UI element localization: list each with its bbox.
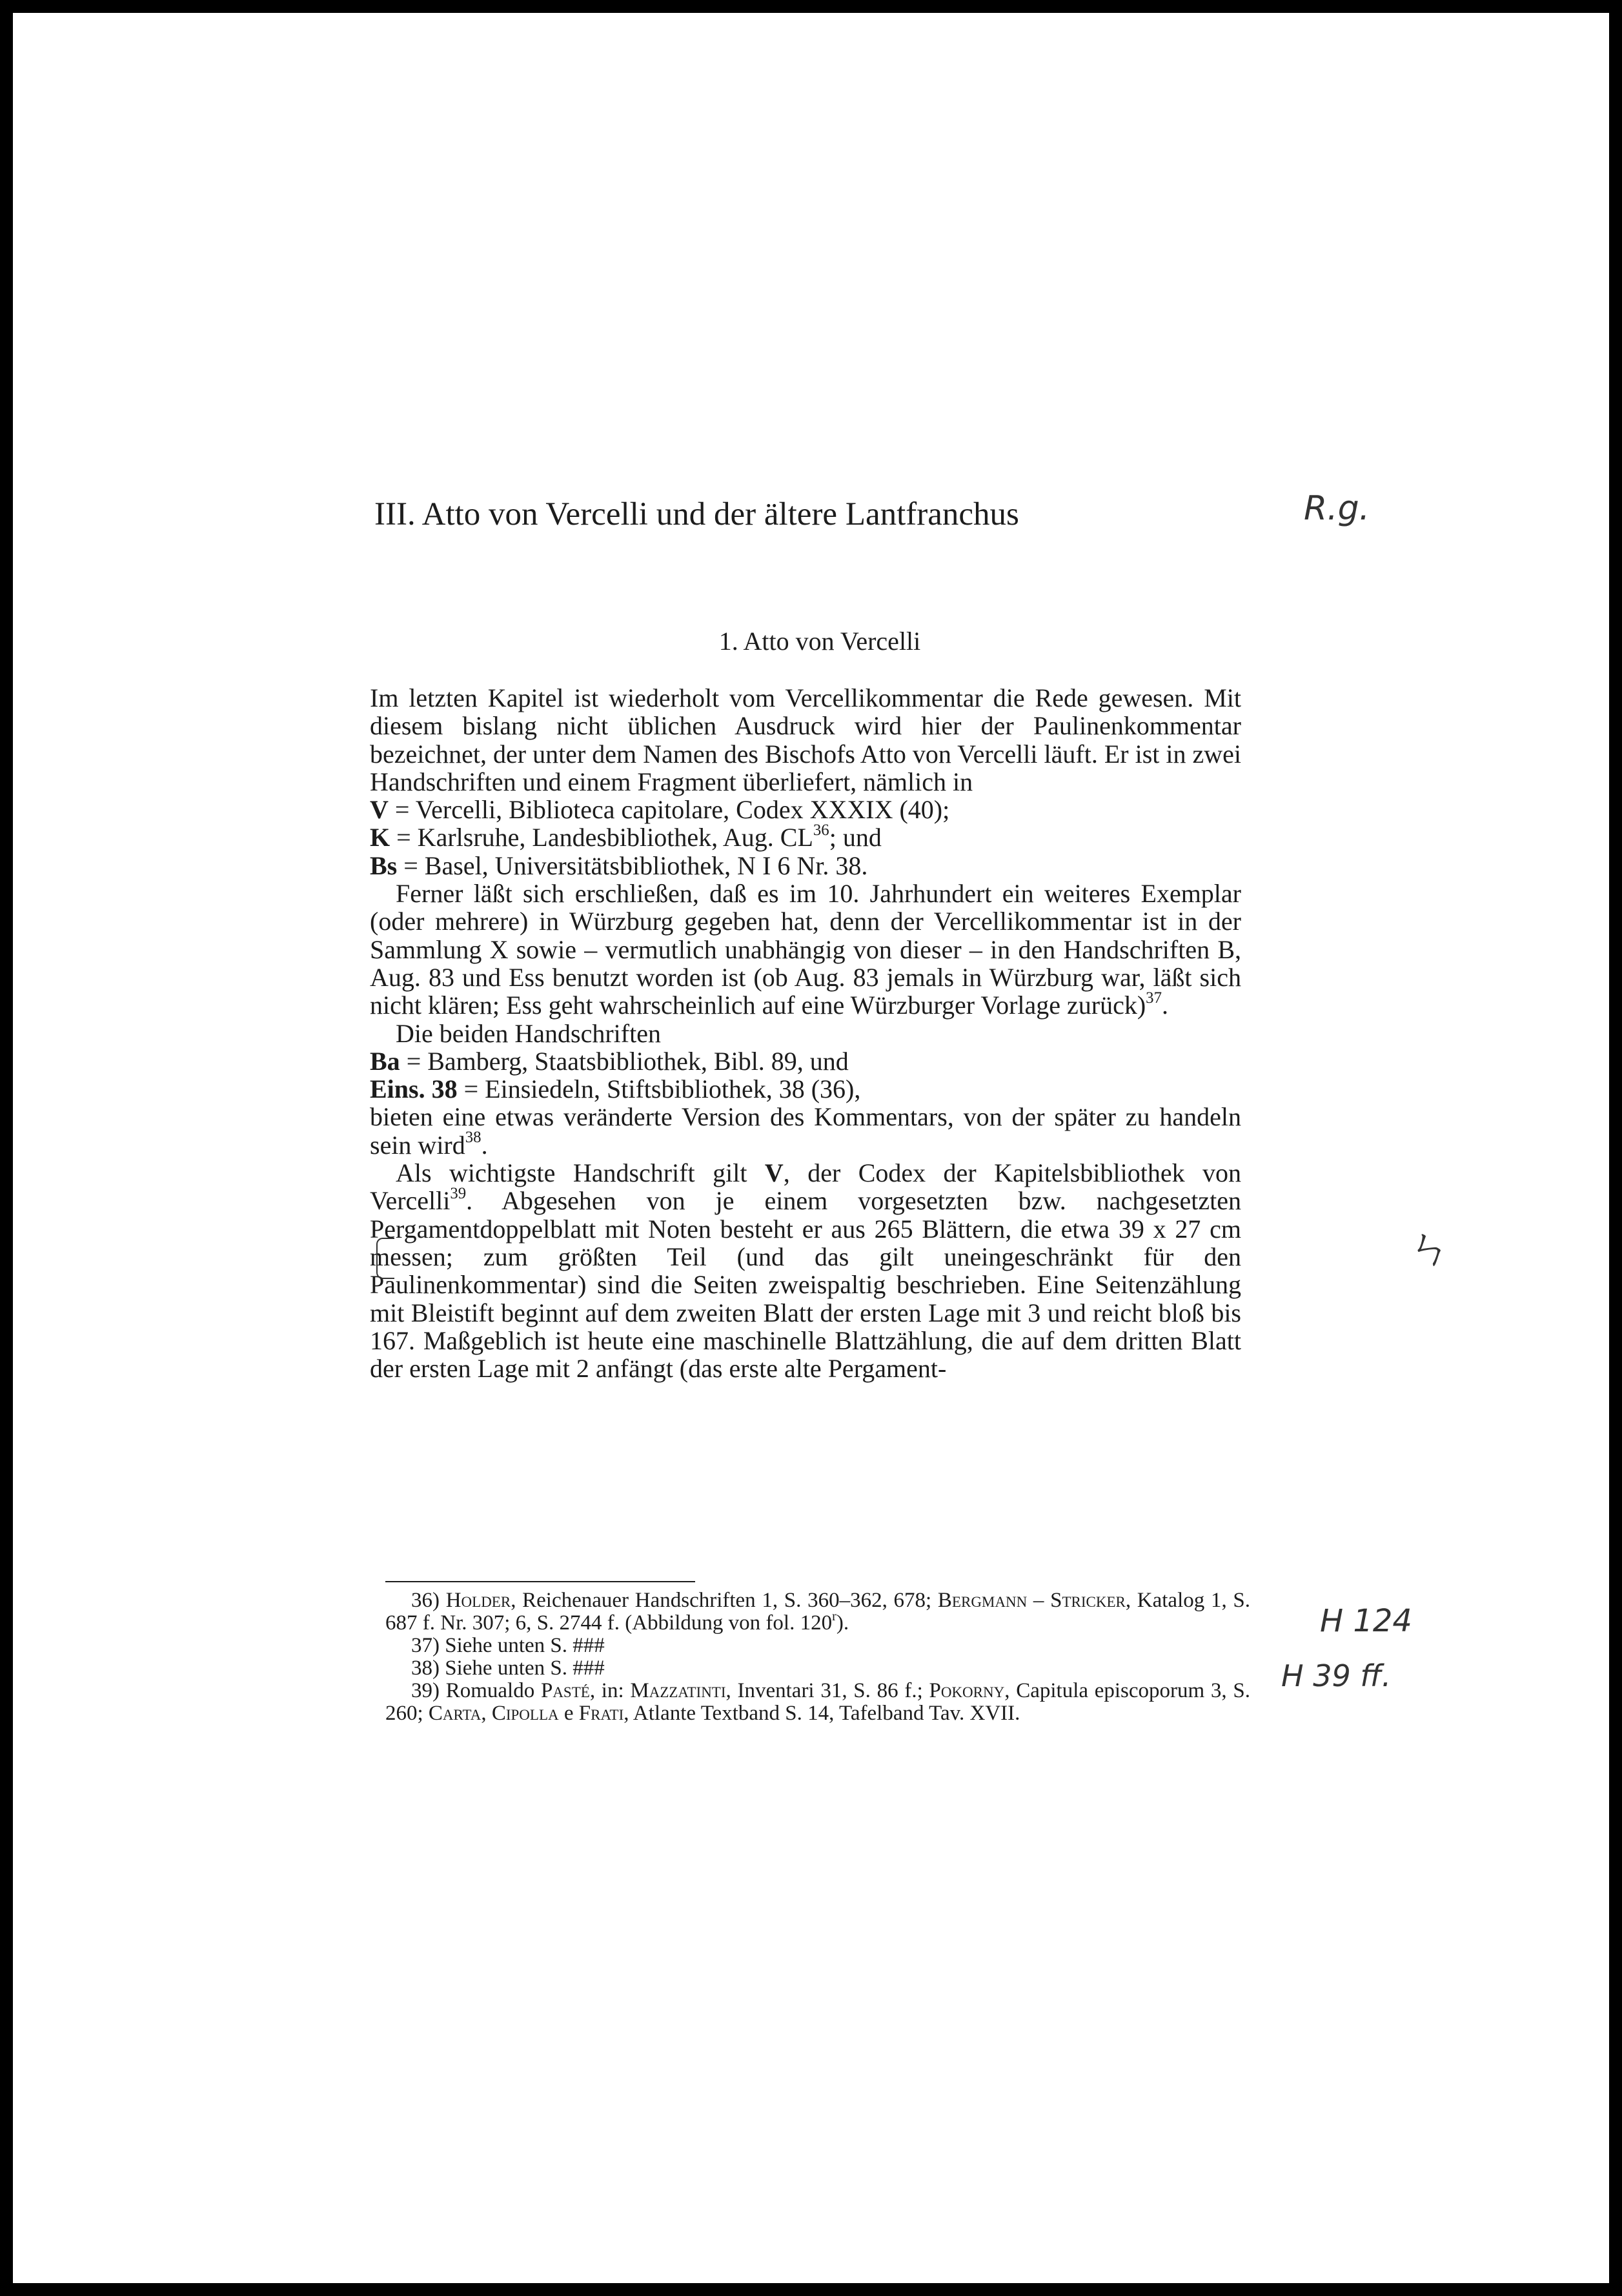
manuscript-line-k	[370, 823, 1241, 851]
author-name: Cipolla	[491, 1702, 559, 1725]
paragraph-end: .	[1161, 991, 1168, 1020]
footnote-38	[385, 1657, 1250, 1680]
footnote-number: 37)	[411, 1634, 440, 1657]
insertion-bracket	[376, 1238, 394, 1279]
paragraph-text: , der Codex der Kapitelsbibliothek von Vercelli	[370, 1158, 1241, 1216]
footnote-36	[385, 1589, 1250, 1635]
footnote-39	[385, 1680, 1250, 1725]
author-name: Frati	[578, 1702, 624, 1725]
author-name: Pokorny	[929, 1679, 1005, 1702]
handwritten-mark-right: ㄣ	[1407, 1222, 1452, 1274]
scan-border-right	[1609, 0, 1622, 2296]
paragraph-text: bieten eine etwas veränderte Version des Kommentars, von der später zu handeln sein wird	[370, 1102, 1241, 1160]
siglum: K	[370, 823, 390, 852]
footnote-text: Siehe unten S. ###	[445, 1634, 605, 1657]
manuscript-text: = Basel, Universitätsbibliothek, N I 6 Nr. 38.	[397, 851, 868, 880]
manuscript-line-v	[370, 796, 1241, 823]
scan-border-bottom	[0, 2283, 1622, 2296]
manuscript-text: = Bamberg, Staatsbibliothek, Bibl. 89, und	[400, 1046, 849, 1076]
body-text	[370, 684, 1241, 1382]
siglum: V	[370, 795, 389, 825]
handwritten-note-1: H 124	[1320, 1603, 1412, 1639]
scan-border-top	[0, 0, 1622, 13]
footnote-text: , Inventari 31, S. 86 f.;	[725, 1679, 929, 1702]
intro-paragraph: Im letzten Kapitel ist wiederholt vom Vercellikommentar die Rede gewesen. Mit diesem bislang nicht üblichen Ausdruck wird hier der Paulinenkommentar bezeichnet, der unter dem Namen des Bischofs Atto von Vercelli läuft. Er ist in zwei Handschriften und einem Fragment überliefert, nämlich in	[370, 683, 1241, 796]
siglum: Eins. 38	[370, 1074, 458, 1104]
author-name: Carta	[428, 1702, 482, 1725]
footnote-rule	[385, 1581, 695, 1582]
siglum: Ba	[370, 1046, 400, 1076]
footnote-text: , Katalog 1, S. 687 f. Nr. 307; 6, S. 2744 f. (Abbildung von fol. 120	[385, 1589, 1250, 1635]
footnote-text: ,	[481, 1702, 492, 1725]
paragraph-end: .	[481, 1130, 488, 1160]
manuscript-text: = Vercelli, Biblioteca capitolare, Codex XXXIX (40);	[388, 795, 950, 825]
manuscript-line-eins	[370, 1075, 1241, 1103]
footnote-37	[385, 1635, 1250, 1657]
superscript: r	[832, 1609, 836, 1624]
footnote-ref: 38	[465, 1129, 482, 1147]
author-name: Holder	[445, 1589, 511, 1612]
footnote-text: e	[558, 1702, 579, 1725]
chapter-title: III. Atto von Vercelli und der ältere Lantfranchus	[374, 496, 1019, 532]
footnote-text: ).	[836, 1611, 849, 1635]
footnote-ref: 39	[450, 1185, 467, 1203]
paragraph-text: Als wichtigste Handschrift gilt	[396, 1158, 765, 1188]
footnote-number: 38)	[411, 1657, 440, 1680]
paragraph-2	[370, 880, 1241, 1019]
footnote-text: Siehe unten S. ###	[445, 1657, 605, 1680]
manuscript-text: = Einsiedeln, Stiftsbibliothek, 38 (36),	[457, 1074, 861, 1104]
footnote-text: , Capitula episcoporum 3, S. 260;	[385, 1679, 1251, 1725]
paragraph-text: . Abgesehen von je einem vorgesetzten bzw. nachgesetzten Pergamentdoppelblatt mit Noten besteht er aus 265 Blättern, die etwa 39 x 27 cm messen; zum größten Teil (und das gilt uneingeschränkt für den Paulinenkommentar) sind die Seiten zweispaltig beschrieben. Eine Seitenzählung mit Bleistift beginnt auf dem zweiten Blatt der ersten Lage mit 3 und reicht bloß bis 167. Maßgeblich ist heute eine maschinelle Blattzählung, die auf dem dritten Blatt der ersten Lage mit 2 anfängt (das erste alte Pergament-	[370, 1186, 1241, 1384]
siglum: Bs	[370, 851, 398, 880]
paragraph-3-continuation	[370, 1103, 1241, 1159]
footnotes	[385, 1589, 1250, 1725]
siglum: V	[764, 1158, 784, 1188]
footnote-number: 39)	[411, 1679, 440, 1702]
author-name: Bergmann – Stricker	[937, 1589, 1126, 1612]
manuscript-line-bs	[370, 852, 1241, 880]
handwritten-note-2: H 39 ff.	[1281, 1658, 1392, 1693]
footnote-text: , in:	[589, 1679, 631, 1702]
footnote-ref: 37	[1146, 989, 1162, 1007]
scan-border-left	[0, 0, 13, 2296]
author-name: Mazzatinti	[630, 1679, 726, 1702]
paragraph-text: Ferner läßt sich erschließen, daß es im 10. Jahrhundert ein weiteres Exemplar (oder mehrere) in Würzburg gegeben hat, denn der Vercellikommentar ist in der Sammlung X sowie – vermutlich unabhängig von dieser – in den Handschriften B, Aug. 83 und Ess benutzt worden ist (ob Aug. 83 jemals in Würzburg war, läßt sich nicht klären; Ess geht wahrscheinlich auf eine Würzburger Vorlage zurück)	[370, 879, 1241, 1020]
handwritten-annotation-top: R.g.	[1304, 489, 1370, 528]
footnote-text: , Atlante Textband S. 14, Tafelband Tav. XVII.	[623, 1702, 1020, 1725]
manuscript-line-ba	[370, 1047, 1241, 1075]
manuscript-text-end: ; und	[829, 823, 882, 852]
section-title: 1. Atto von Vercelli	[718, 627, 921, 656]
paragraph-4	[370, 1159, 1241, 1382]
footnote-number: 36)	[411, 1589, 440, 1612]
footnote-text: , Reichenauer Handschriften 1, S. 360–362, 678;	[511, 1589, 938, 1612]
author-name: Pasté	[540, 1679, 590, 1702]
footnote-ref: 36	[813, 821, 829, 840]
paragraph-3-intro: Die beiden Handschriften	[396, 1018, 661, 1048]
footnote-text: Romualdo	[445, 1679, 541, 1702]
manuscript-text: = Karlsruhe, Landesbibliothek, Aug. CL	[390, 823, 813, 852]
